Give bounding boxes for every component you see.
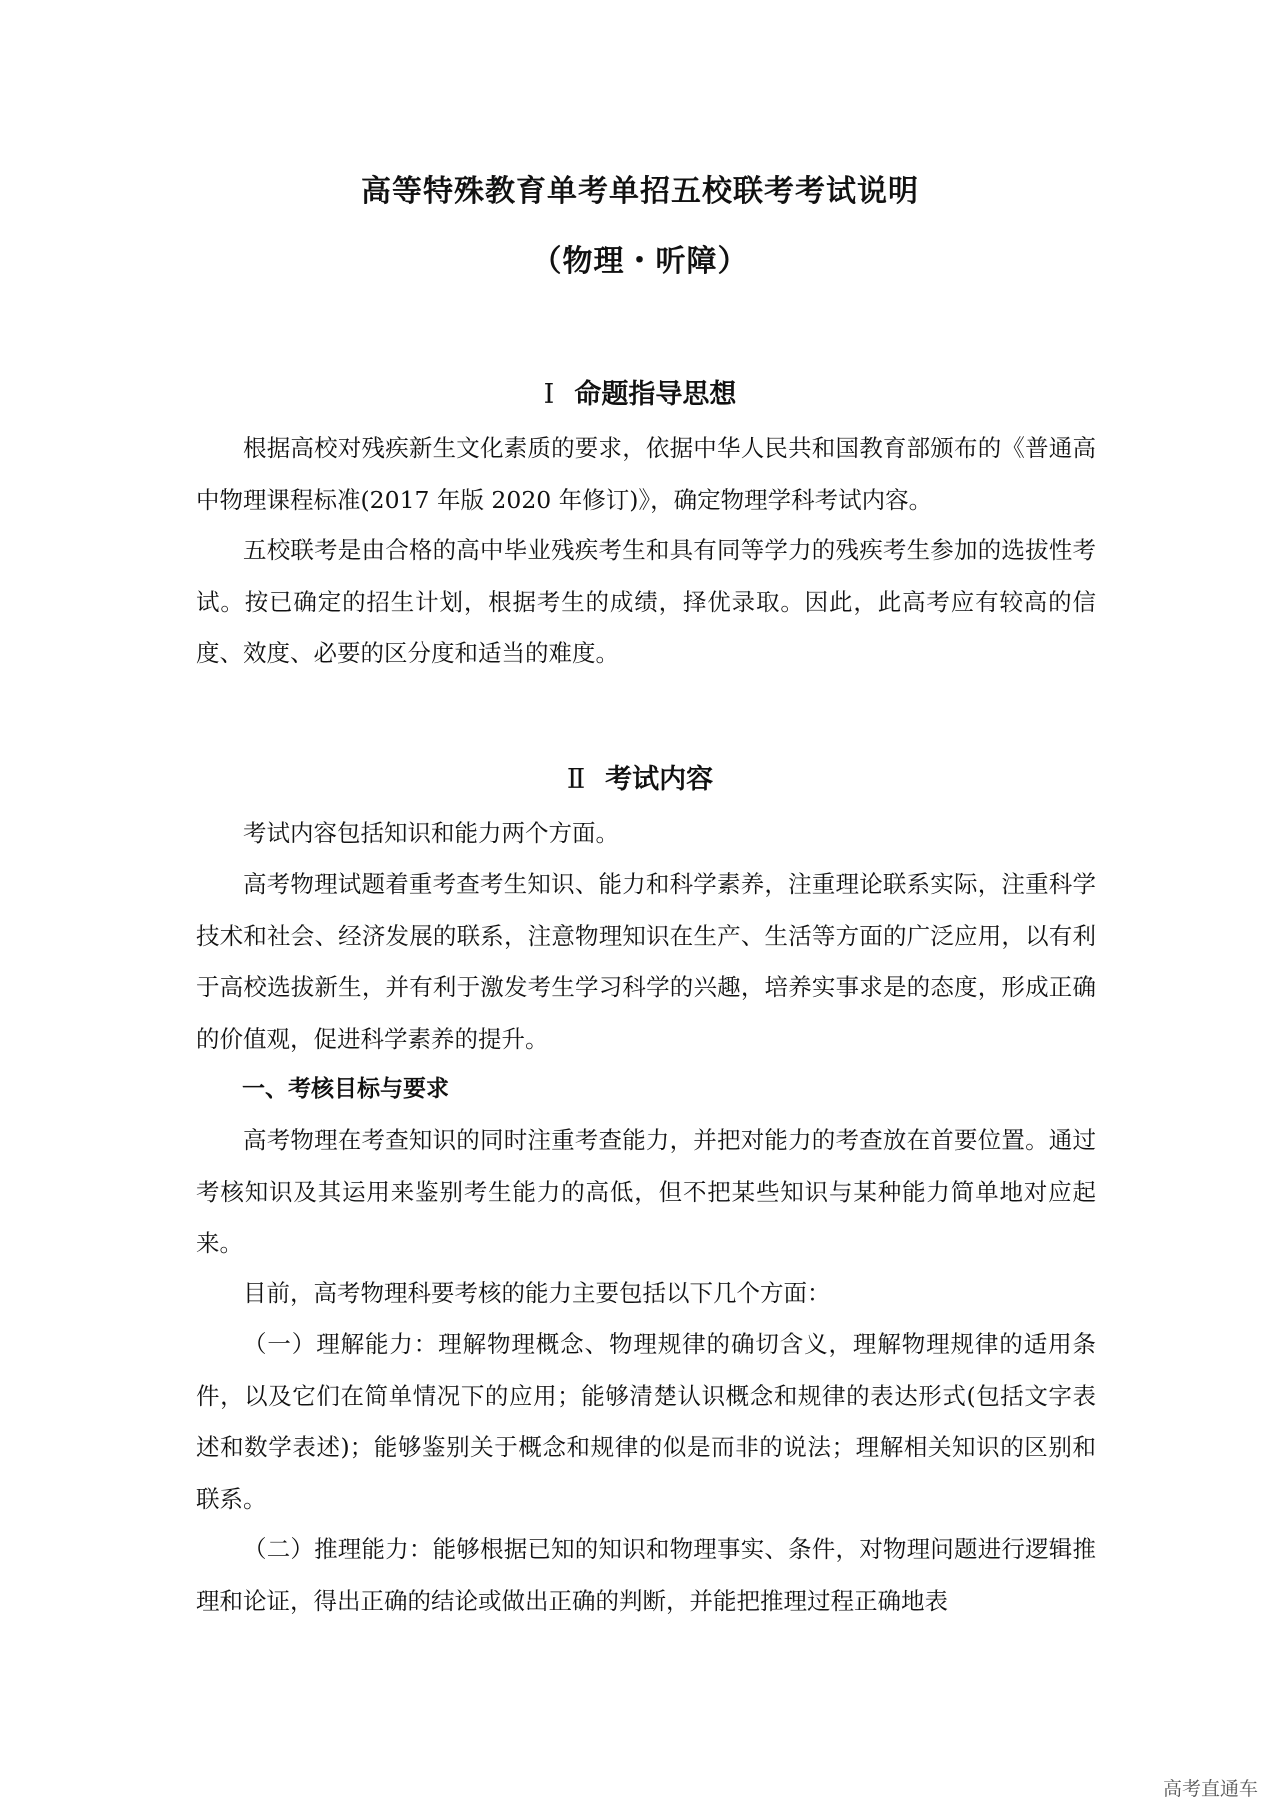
paragraph: 目前，高考物理科要考核的能力主要包括以下几个方面：: [243, 1279, 831, 1307]
paragraph: 高考物理试题着重考查考生知识、能力和科学素养，注重理论联系实际，注重科学技术和社会、经济发展的联系，注意物理知识在生产、生活等方面的广泛应用，以有利于高校选拔新生，并有利于激发考生学习科学的兴趣，培养实事求是的态度，形成正确的价值观，促进科学素养的提升。: [196, 870, 1096, 1053]
section-number: Ⅰ: [543, 379, 555, 410]
document-subtitle: （物理・听障）: [531, 244, 749, 279]
section-title: 考试内容: [605, 764, 714, 795]
watermark: 高考直通车: [1162, 1778, 1258, 1800]
paragraph: 根据高校对残疾新生文化素质的要求，依据中华人民共和国教育部颁布的《普通高中物理课程标准(2017 年版 2020 年修订)》，确定物理学科考试内容。: [196, 434, 1096, 514]
document-title: 高等特殊教育单考单招五校联考考试说明: [361, 174, 919, 209]
section-number: Ⅱ: [566, 764, 586, 795]
paragraph: （二）推理能力：能够根据已知的知识和物理事实、条件，对物理问题进行逻辑推理和论证，得出正确的结论或做出正确的判断，并能把推理过程正确地表: [196, 1535, 1096, 1615]
section-heading-1: [0, 372, 1280, 411]
paragraph: 考试内容包括知识和能力两个方面。: [243, 819, 619, 847]
section-title: 命题指导思想: [574, 379, 737, 410]
section-heading-2: [0, 757, 1280, 796]
paragraph: 高考物理在考查知识的同时注重考查能力，并把对能力的考查放在首要位置。通过考核知识及其运用来鉴别考生能力的高低，但不把某些知识与某种能力简单地对应起来。: [196, 1126, 1096, 1257]
subsection-heading: 一、考核目标与要求: [242, 1076, 449, 1102]
paragraph: 五校联考是由合格的高中毕业残疾考生和具有同等学力的残疾考生参加的选拔性考试。按已确定的招生计划，根据考生的成绩，择优录取。因此，此高考应有较高的信度、效度、必要的区分度和适当的难度。: [196, 536, 1096, 667]
paragraph: （一）理解能力：理解物理概念、物理规律的确切含义，理解物理规律的适用条件，以及它们在简单情况下的应用；能够清楚认识概念和规律的表达形式(包括文字表述和数学表述)；能够鉴别关于概念和规律的似是而非的说法；理解相关知识的区别和联系。: [196, 1330, 1096, 1513]
